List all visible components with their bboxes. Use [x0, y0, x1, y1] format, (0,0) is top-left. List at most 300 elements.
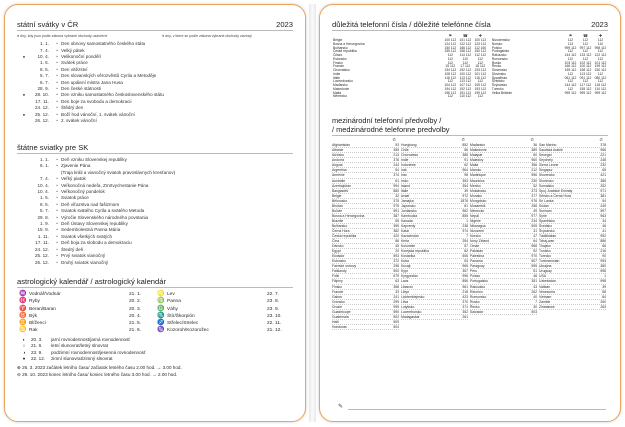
dial-code: 234 — [531, 218, 537, 223]
zodiac-name: Panna — [167, 299, 181, 305]
ambulance-number: 091 112 — [579, 75, 592, 80]
fire-number: 112 — [477, 79, 483, 84]
country-name: Omán — [470, 244, 480, 249]
empty-cell — [593, 95, 608, 99]
dial-code: 993 — [600, 259, 606, 264]
book-gutter — [309, 4, 316, 422]
fire-number: 150 112 — [474, 49, 487, 54]
country-name: Slovinsko — [539, 178, 554, 183]
country-name: Belgie — [333, 38, 343, 42]
dial-code: 960 — [531, 158, 537, 163]
dial-code: 994 — [393, 183, 399, 188]
country-name: Seychely — [539, 158, 553, 163]
dial-code: 47 — [533, 234, 537, 239]
country-name: Laos — [401, 279, 409, 284]
zodiac-sign-icon: ♌ — [157, 291, 165, 297]
phone-icon: ☎ — [583, 33, 588, 39]
dial-code: 260 — [600, 299, 606, 304]
closed-marker-icon: ● — [22, 54, 26, 60]
country-name: Izrael — [401, 193, 410, 198]
police-number: 15 112 — [445, 64, 456, 69]
dial-code: 1 — [466, 218, 468, 223]
country-name: Rakousko — [491, 53, 507, 57]
dial-code: 90 — [602, 254, 606, 259]
country-name: Japonsko — [401, 203, 416, 208]
fire-number: 100 112 — [474, 38, 487, 42]
country-name: Zambie — [539, 299, 551, 304]
dial-code: 597 — [600, 208, 606, 213]
holiday-date: 10. 4. — [37, 189, 49, 195]
ambulance-number: 112 — [582, 56, 589, 61]
phone-icon: ☎ — [462, 33, 468, 39]
country-name: Belgie — [332, 193, 342, 198]
country-name: Rumunsko — [491, 56, 508, 61]
dial-code: 92 — [533, 249, 537, 254]
dial-code: 389 — [531, 148, 537, 153]
country-name: Martinique — [470, 173, 486, 178]
bullet-icon: • — [56, 73, 58, 79]
ambulance-number: 114 112 — [459, 53, 472, 57]
zodiac-item — [155, 327, 293, 334]
dial-code: 98 — [464, 173, 468, 178]
bullet-icon: • — [56, 189, 58, 195]
season-icon: ● — [22, 356, 26, 361]
country-name: Sierra Leone — [539, 163, 559, 168]
zodiac-item — [17, 306, 155, 313]
dial-code: 61 — [395, 178, 399, 183]
dial-code: 380 — [600, 264, 606, 269]
zodiac-item — [17, 291, 155, 298]
dial-code: 63 — [395, 279, 399, 284]
holiday-name: Druhý sviatok vianočný — [61, 259, 109, 265]
dial-code: 598 — [600, 269, 606, 274]
season-date: 21. 6. — [31, 343, 43, 349]
country-name: Somálsko — [539, 183, 554, 188]
country-name: Česká republika — [332, 234, 357, 239]
fire-number: 112 160 — [474, 45, 487, 50]
zodiac-name: Beran/Baran — [29, 306, 56, 312]
season-list — [17, 337, 293, 363]
holiday-date: 1. 1. — [40, 41, 49, 47]
country-name: Kuvajt — [401, 264, 411, 269]
bullet-icon: • — [56, 176, 58, 182]
country-name: Norsko — [470, 234, 481, 239]
zodiac-date: 20. 2. — [129, 299, 142, 305]
holiday-name: Deň Ústavy Slovenskej republiky — [61, 221, 128, 227]
holiday-legend — [17, 34, 293, 38]
country-name: Mauricius — [470, 178, 485, 183]
country-name: Polsko — [470, 274, 481, 279]
dial-code: 968 — [531, 244, 537, 249]
zodiac-sign-icon: ♒ — [19, 291, 27, 297]
police-number: 118 112 — [444, 75, 457, 80]
dial-code: 992 — [600, 234, 606, 239]
dial-code: 995 — [393, 304, 399, 309]
zodiac-sign-icon: ♎ — [157, 305, 165, 312]
holiday-date: 24. 12. — [34, 246, 49, 252]
holiday-date: 5. 7. — [40, 208, 49, 214]
ambulance-number: 113 112 — [459, 79, 472, 84]
bullet-icon: • — [56, 233, 58, 239]
holiday-name: Velikonoční pondělí — [61, 54, 101, 60]
left-page — [4, 4, 306, 422]
country-name: Austrálie — [332, 178, 346, 183]
country-name: Indonésie — [401, 163, 416, 168]
country-name: San Marino — [539, 143, 557, 148]
zodiac-item — [17, 320, 155, 327]
holiday-name: (Traja králi a vianočný sviatok pravoslávnych kresťanov) — [61, 169, 176, 175]
country-name: Srbsko a Černá Hora — [539, 193, 571, 198]
country-name: Chorvatsko — [333, 68, 350, 72]
bullet-icon: • — [56, 92, 58, 98]
dial-code: 385 — [462, 153, 468, 158]
dial-code: 43 — [533, 284, 537, 289]
fire-number: 101 112 — [474, 71, 487, 76]
country-name: Lotyšsko — [401, 304, 415, 309]
police-number: 124 112 — [444, 41, 457, 46]
country-name: Bělorusko — [332, 198, 348, 203]
fire-number: 115 112 — [474, 75, 487, 80]
country-name: Afghánistán — [332, 143, 350, 148]
country-name: Mosambik — [470, 203, 486, 208]
country-name: Německo — [333, 94, 347, 99]
season-icon: ○ — [22, 343, 26, 349]
fire-number: 123 112 — [474, 41, 487, 46]
country-name: Falklandy — [332, 269, 347, 274]
holiday-date: 8. 5. — [40, 201, 49, 207]
zodiac-sign-icon: ♏ — [157, 312, 165, 319]
country-name: Lucembursko — [401, 309, 422, 314]
police-number: 112 — [567, 38, 574, 42]
bullet-icon: • — [56, 163, 58, 169]
holiday-name: Veľký piatok — [61, 176, 86, 182]
holiday-name: Den české státnosti — [61, 86, 102, 92]
country-name: Kapverdy — [401, 223, 416, 228]
holiday-date: 17. 11. — [35, 98, 49, 104]
holiday-name: Den slovanských věrozvěstů Cyrila a Metoděje — [61, 73, 157, 79]
dial-code: 357 — [462, 269, 468, 274]
zodiac-sign-icon: ♋ — [19, 327, 27, 334]
dial-code: 962 — [462, 208, 468, 213]
holiday-name: Den vítězství — [61, 66, 88, 72]
holiday-name: Den upálení mistra Jana Husa — [61, 79, 123, 85]
season-date: 22. 12. — [31, 356, 46, 361]
emergency-table — [332, 33, 608, 99]
country-name: Švédsko — [491, 79, 505, 84]
bullet-icon: • — [56, 221, 58, 227]
police-number: 112 — [567, 79, 574, 84]
country-name: Arménie — [332, 173, 345, 178]
zodiac-item — [155, 306, 293, 313]
fire-number: 193 112 — [474, 68, 487, 72]
empty-cell — [563, 95, 578, 99]
police-icon: ⚑ — [568, 33, 573, 39]
holiday-date: 6. 1. — [40, 163, 49, 169]
fire-number: 112 — [477, 94, 483, 99]
season-text: jarní rovnodennost/jarná rovnodennosť — [51, 336, 131, 342]
dial-code: 595 — [531, 264, 537, 269]
dial-code: 506 — [462, 254, 468, 259]
country-name: Ukrajina — [539, 264, 552, 269]
police-number: 112 — [567, 86, 574, 91]
dial-code: 7 — [466, 234, 468, 239]
dial-code: 382 — [393, 228, 399, 233]
bullet-icon: • — [56, 66, 58, 72]
ambulance-number: 112 — [582, 38, 589, 42]
ambulance-number: 113 112 — [459, 75, 472, 80]
country-name: Bolívie — [332, 208, 343, 213]
ambulance-number: 155 112 — [579, 86, 592, 91]
phone-prefix-icon: ✆ — [461, 137, 465, 143]
dial-code: 371 — [462, 304, 468, 309]
holiday-date: 1. 11. — [37, 233, 49, 239]
country-name: Ázerbájdžán — [332, 183, 351, 188]
police-number: 112 — [567, 71, 574, 76]
legend-partial: ● dny, v které se podle zákona vybrané obchody zavírají — [162, 34, 252, 38]
country-name: Brazílie — [332, 218, 344, 223]
police-number: 144 112 — [564, 83, 577, 87]
dial-code: 258 — [531, 203, 537, 208]
dial-code: 54 — [395, 168, 399, 173]
country-name: Libye — [401, 289, 410, 294]
country-name: Bulharsko — [333, 45, 348, 50]
ambulance-number: 102 112 — [579, 60, 592, 65]
sk-holidays-title: štátne sviatky pre SK — [17, 143, 293, 154]
country-name: Island — [401, 183, 411, 188]
country-name: Nigérie — [470, 218, 481, 223]
important-numbers-title: důležitá telefonní čísla / dôležité telefónne čísla — [332, 20, 491, 29]
bullet-icon: • — [56, 208, 58, 214]
holiday-date: 26. 12. — [34, 118, 49, 124]
country-name: Honduras — [332, 324, 347, 329]
country-name: Kostarika — [401, 254, 416, 259]
ambulance-number: 192 112 — [459, 86, 472, 91]
left-year: 2023 — [276, 20, 293, 29]
holiday-date: 15. 9. — [37, 227, 49, 233]
season-text: zimní slunovrat/zimný slnovrat — [51, 356, 113, 361]
cz-holidays-title: státní svátky v ČR — [17, 20, 79, 29]
dst-notes — [17, 365, 293, 377]
zodiac-list — [17, 291, 293, 335]
country-name: Vietnam — [539, 294, 552, 299]
dial-code: 299 — [393, 299, 399, 304]
dial-code: 31 — [533, 228, 537, 233]
holiday-name: Deň boja za slobodu a demokraciu — [61, 240, 132, 246]
dial-code: 36 — [533, 143, 537, 148]
country-name: Chorvatsko — [401, 153, 419, 158]
police-number: 194 112 — [444, 86, 457, 91]
holiday-name: Sviatok všetkých svätých — [61, 233, 113, 239]
closed-marker-icon — [17, 118, 31, 124]
country-name: Španělsko — [491, 75, 508, 80]
fire-number: 105 112 — [474, 83, 487, 87]
right-year: 2023 — [591, 20, 608, 29]
dial-code: 977 — [531, 213, 537, 218]
holiday-date: 7. 4. — [40, 176, 49, 182]
codes-column — [539, 137, 608, 330]
dial-code: 230 — [531, 178, 537, 183]
fire-number: 080 112 — [594, 75, 607, 80]
bullet-icon: • — [56, 195, 58, 201]
dial-code: 254 — [462, 239, 468, 244]
astro-title: astrologický kalendář / astrologický kalendár — [17, 277, 293, 288]
dial-code: 82 — [464, 249, 468, 254]
country-name: Makedonie — [470, 148, 487, 153]
country-name: Irák — [401, 168, 407, 173]
country-name: Tádžikistán — [539, 234, 557, 239]
dial-code: 46 — [602, 223, 606, 228]
dial-code: 679 — [393, 274, 399, 279]
zodiac-sign-icon: ♐ — [157, 320, 165, 327]
ambulance-number: 112 — [582, 41, 589, 46]
country-name: Surinam — [539, 208, 552, 213]
closed-marker-icon: ● — [22, 92, 26, 98]
dial-code: 972 — [462, 193, 468, 198]
fire-number: 193 112 — [474, 86, 487, 91]
country-name: Pákistán — [470, 249, 484, 254]
police-icon: ⚑ — [448, 33, 453, 39]
country-name: České republika — [333, 49, 357, 54]
zodiac-item — [17, 313, 155, 320]
dial-code: 855 — [462, 213, 468, 218]
holiday-name: Deň vzniku Slovenskej republiky — [61, 157, 127, 162]
dial-code: 48 — [533, 274, 537, 279]
dial-code: 976 — [531, 198, 537, 203]
fire-number: 118 112 — [594, 83, 607, 87]
zodiac-name: Vodnář/Vodnár — [29, 292, 61, 297]
holiday-date: 26. 12. — [34, 259, 49, 265]
season-date: 23. 9. — [31, 349, 43, 355]
important-numbers-header — [332, 20, 608, 31]
holiday-name: Prvý sviatok vianočný — [61, 253, 106, 259]
country-name: Irsko — [401, 178, 409, 183]
country-name: Bangladéš — [332, 188, 349, 193]
dial-code: 58 — [602, 289, 606, 294]
holiday-date: 24. 12. — [34, 105, 49, 111]
country-name: Réunion — [470, 289, 483, 294]
ambulance-number: 999 112 — [579, 90, 592, 95]
police-number: 112 — [447, 56, 453, 61]
zodiac-item — [155, 298, 293, 305]
country-name: Sýrie — [539, 213, 547, 218]
dial-code: 56 — [464, 148, 468, 153]
country-name: Kyrgyzstán — [401, 274, 418, 279]
ambulance-number: 133 112 — [579, 53, 592, 57]
dial-code: 241 — [393, 294, 399, 299]
dial-code: 386 — [600, 178, 606, 183]
bullet-icon: • — [56, 79, 58, 85]
ambulance-number: 112 — [582, 49, 589, 54]
dst-end: ⊖ 29. 10. 2023 konec letního času/ koniec letného času 3.00 hod. → 2.00 hod. — [17, 371, 178, 377]
dial-code: 66 — [602, 244, 606, 249]
country-name: Malajsie — [470, 153, 483, 158]
intl-codes-grid — [332, 137, 608, 330]
country-name: Uzbekistán — [539, 279, 556, 284]
ambulance-number: 191 112 — [459, 90, 472, 95]
dial-code: 856 — [462, 279, 468, 284]
country-name: Senegal — [539, 153, 552, 158]
country-name: Kazachstán — [401, 234, 419, 239]
country-name: Slovensko — [491, 68, 508, 72]
zodiac-name: Ryby — [29, 299, 40, 305]
holiday-date: 1. 5. — [40, 60, 49, 66]
dial-code: 372 — [393, 259, 399, 264]
police-number: 999 112 — [564, 90, 577, 95]
bullet-icon: • — [56, 105, 58, 111]
police-number: 100 112 — [444, 38, 457, 42]
season-date: 20. 3. — [31, 336, 43, 342]
holiday-date: 28. 10. — [34, 92, 49, 98]
country-name: Velká Británie — [491, 90, 513, 95]
dial-code: 998 — [600, 279, 606, 284]
dial-code: 975 — [393, 203, 399, 208]
country-name: Švýcarsko — [491, 83, 508, 87]
bullet-icon: • — [56, 86, 58, 92]
dial-code: 244 — [393, 163, 399, 168]
country-name: Gruzie — [332, 304, 342, 309]
country-name: Nový Zéland — [470, 239, 490, 244]
police-number: 113 — [567, 41, 574, 46]
dial-code: 55 — [395, 218, 399, 223]
dial-code: 354 — [462, 183, 468, 188]
fire-number: 122 112 — [594, 53, 607, 57]
note-line[interactable] — [348, 409, 606, 410]
ambulance-number: 107 112 — [459, 83, 472, 87]
country-name: Nikaragua — [470, 223, 486, 228]
dial-code: 591 — [393, 208, 399, 213]
police-number: 194 112 — [444, 68, 457, 72]
country-name: Itálie — [333, 75, 340, 80]
country-name: Kambodža — [401, 213, 418, 218]
bullet-icon: • — [56, 253, 58, 259]
dial-code: 852 — [462, 143, 468, 148]
bullet-icon: • — [56, 157, 58, 162]
country-name: Súdán — [539, 203, 549, 208]
dial-code: 381 — [600, 193, 606, 198]
country-name: Norsko — [491, 41, 503, 46]
dial-code: 375 — [393, 198, 399, 203]
country-name: Peru — [470, 269, 478, 274]
country-name: Katar — [401, 228, 410, 233]
dial-code: 52 — [533, 183, 537, 188]
police-number: 108 112 — [444, 71, 457, 76]
zodiac-date: 21. 1. — [129, 292, 142, 297]
country-name: Dánsko — [332, 244, 344, 249]
police-number: 112 — [447, 53, 453, 57]
country-name: Salvador — [470, 309, 484, 314]
dial-code: 94 — [602, 198, 606, 203]
country-name: Bhútán — [332, 203, 343, 208]
dial-code: 964 — [462, 168, 468, 173]
dial-code: 971 — [600, 188, 606, 193]
country-name: Bosna a Hercegovina — [333, 41, 365, 46]
empty-cell — [578, 95, 593, 99]
dial-code: 507 — [531, 259, 537, 264]
country-name: Indie — [401, 158, 409, 163]
dial-code: 358 — [393, 284, 399, 289]
bullet-icon: • — [56, 54, 58, 60]
dial-code: 86 — [395, 239, 399, 244]
country-name: Estonsko — [333, 56, 347, 61]
ambulance-number: 100 112 — [579, 64, 592, 69]
holiday-name: Sviatok svätého Cyrila a svätého Metoda — [61, 208, 145, 214]
zodiac-sign-icon: ♊ — [19, 320, 27, 327]
fire-number: 110 112 — [594, 86, 607, 91]
country-name: Rusko — [491, 60, 502, 65]
country-name: Kolumbie — [401, 244, 416, 249]
country-name: Faerské ostrovy — [332, 264, 357, 269]
ambulance-number: 122 112 — [459, 41, 472, 46]
